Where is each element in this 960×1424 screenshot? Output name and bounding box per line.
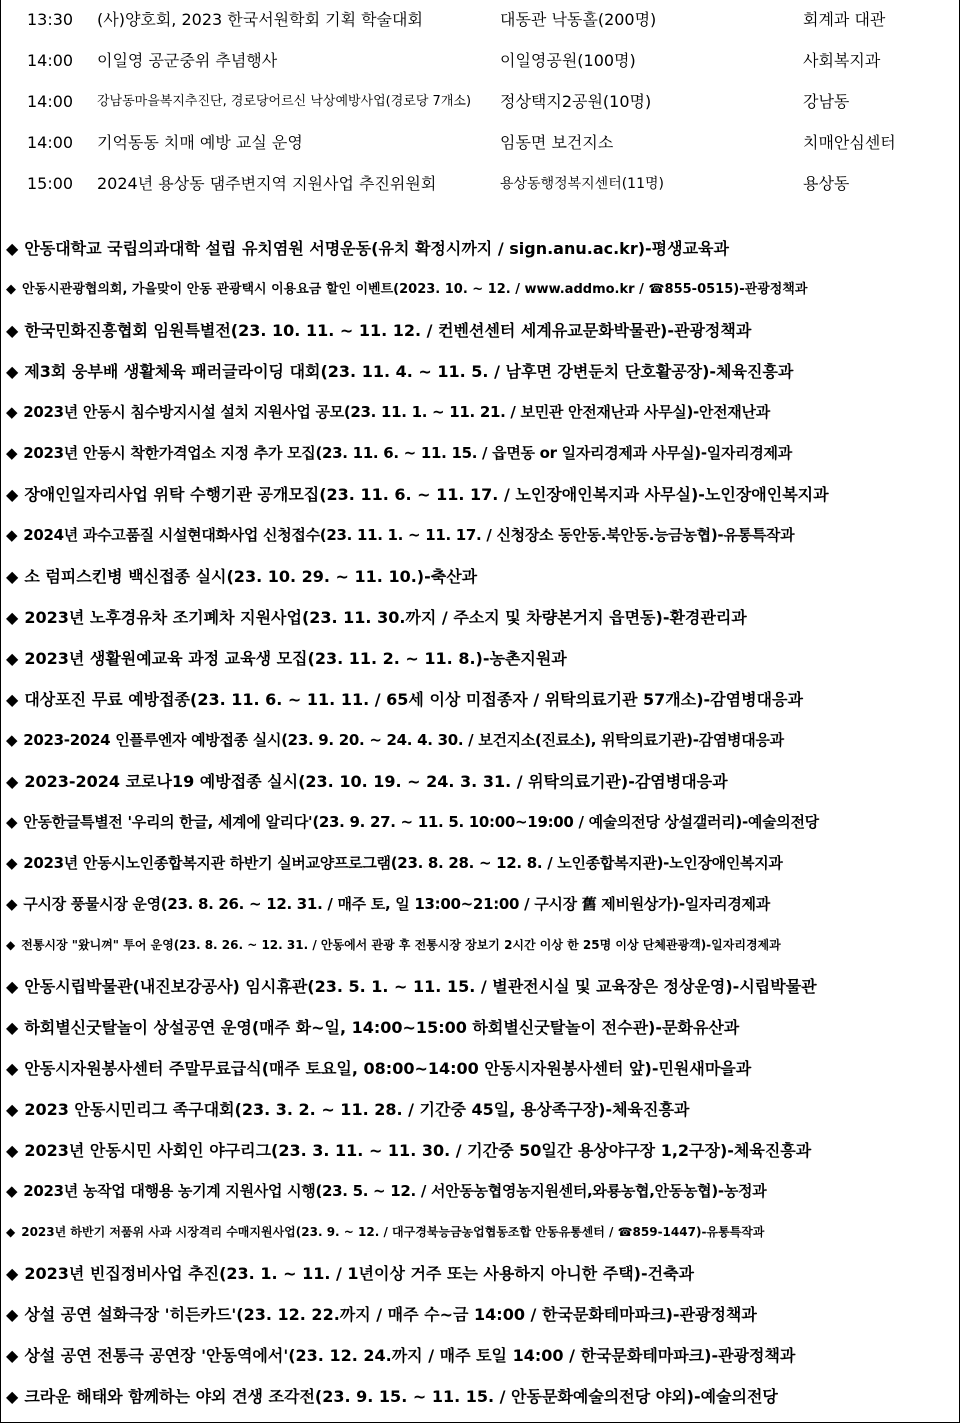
diamond-bullet-icon: ◆ (6, 526, 18, 544)
notice-text: 장애인일자리사업 위탁 수행기관 공개모집(23. 11. 6. ~ 11. 17. / 노인장애인복지과 사무실)-노인장애인복지과 (24, 485, 829, 504)
notice-text: 2023년 노후경유차 조기폐차 지원사업(23. 11. 30.까지 / 주소지 및 차량본거지 읍면동)-환경관리과 (24, 608, 747, 627)
notice-item (6, 474, 956, 515)
diamond-bullet-icon: ◆ (6, 362, 19, 381)
schedule-time: 14:00 (27, 133, 74, 152)
diamond-bullet-icon: ◆ (6, 854, 18, 872)
diamond-bullet-icon: ◆ (6, 938, 16, 952)
diamond-bullet-icon: ◆ (6, 813, 18, 831)
schedule-time: 14:00 (27, 51, 74, 70)
notice-text: 안동한글특별전 '우리의 한글, 세계에 알리다'(23. 9. 27. ~ 11. 5. 10:00~19:00 / 예술의전당 상설갤러리)-예술의전당 (23, 813, 819, 831)
notice-item (6, 638, 956, 679)
schedule-event: 기억동동 치매 예방 교실 운영 (97, 133, 303, 152)
notice-item (6, 884, 956, 925)
notice-text: 2023년 생활원예교육 과정 교육생 모집(23. 11. 2. ~ 11. 8.)-농촌지원과 (24, 649, 567, 668)
diamond-bullet-icon: ◆ (6, 1305, 19, 1324)
notice-text: 크라운 해태와 함께하는 야외 견생 조각전(23. 9. 15. ~ 11. 15. / 안동문화예술의전당 야외)-예술의전당 (24, 1387, 778, 1406)
schedule-row (0, 123, 960, 163)
schedule-row (0, 164, 960, 204)
schedule-dept: 회계과 대관 (803, 10, 886, 29)
notice-text: 2023-2024 인플루엔자 예방접종 실시(23. 9. 20. ~ 24. 4. 30. / 보건지소(진료소), 위탁의료기관)-감염병대응과 (23, 731, 784, 749)
diamond-bullet-icon: ◆ (6, 895, 18, 913)
diamond-bullet-icon: ◆ (6, 321, 19, 340)
notice-item (6, 966, 956, 1007)
notice-item (6, 392, 956, 433)
notice-text: 2023년 농작업 대행용 농기계 지원사업 시행(23. 5. ~ 12. / 서안동농협영농지원센터,와룡농협,안동농협)-농정과 (23, 1182, 767, 1200)
notice-item (6, 269, 956, 310)
diamond-bullet-icon: ◆ (6, 282, 16, 297)
diamond-bullet-icon: ◆ (6, 567, 19, 586)
schedule-row (0, 82, 960, 122)
diamond-bullet-icon: ◆ (6, 1264, 19, 1283)
notice-item (6, 310, 956, 351)
schedule-row (0, 41, 960, 81)
notice-text: 전통시장 "왔니껴" 투어 운영(23. 8. 26. ~ 12. 31. / 안동에서 관광 후 전통시장 장보기 2시간 이상 한 25명 이상 단체관광객)-일자리경제과 (21, 938, 781, 952)
notice-item (6, 556, 956, 597)
notice-item (6, 433, 956, 474)
notice-text: 2023년 하반기 저품위 사과 시장격리 수매지원사업(23. 9. ~ 12. / 대구경북능금농업협동조합 안동유통센터 / ☎859-1447)-유통특작과 (21, 1225, 765, 1239)
diamond-bullet-icon: ◆ (6, 444, 18, 462)
notice-item (6, 1089, 956, 1130)
diamond-bullet-icon: ◆ (6, 690, 19, 709)
notice-text: 안동시립박물관(내진보강공사) 임시휴관(23. 5. 1. ~ 11. 15. / 별관전시실 및 교육장은 정상운영)-시립박물관 (24, 977, 817, 996)
notice-text: 제3회 웅부배 생활체육 패러글라이딩 대회(23. 11. 4. ~ 11. 5. / 남후면 강변둔치 단호활공장)-체육진흥과 (24, 362, 794, 381)
schedule-event: 이일영 공군중위 추념행사 (97, 51, 278, 70)
notice-item (6, 1171, 956, 1212)
schedule-event: (사)양호회, 2023 한국서원학회 기획 학술대회 (97, 10, 423, 29)
schedule-time: 14:00 (27, 92, 74, 111)
schedule-place: 임동면 보건지소 (500, 133, 614, 152)
notice-item (6, 228, 956, 269)
schedule-dept: 용상동 (803, 174, 850, 193)
notice-text: 대상포진 무료 예방접종(23. 11. 6. ~ 11. 11. / 65세 이상 미접종자 / 위탁의료기관 57개소)-감염병대응과 (24, 690, 803, 709)
diamond-bullet-icon: ◆ (6, 1059, 19, 1078)
schedule-dept: 사회복지과 (803, 51, 881, 70)
notice-text: 2024년 과수고품질 시설현대화사업 신청접수(23. 11. 1. ~ 11. 17. / 신청장소 동안동.북안동.능금농협)-유통특작과 (23, 526, 795, 544)
diamond-bullet-icon: ◆ (6, 649, 19, 668)
diamond-bullet-icon: ◆ (6, 1387, 19, 1406)
diamond-bullet-icon: ◆ (6, 608, 19, 627)
diamond-bullet-icon: ◆ (6, 772, 19, 791)
notice-item (6, 1048, 956, 1089)
notice-text: 2023-2024 코로나19 예방접종 실시(23. 10. 19. ~ 24. 3. 31. / 위탁의료기관)-감염병대응과 (24, 772, 728, 791)
diamond-bullet-icon: ◆ (6, 1182, 18, 1200)
notice-item (6, 1212, 956, 1253)
notice-text: 2023년 안동시노인종합복지관 하반기 실버교양프로그램(23. 8. 28. ~ 12. 8. / 노인종합복지관)-노인장애인복지과 (23, 854, 783, 872)
notice-text: 상설 공연 설화극장 '히든카드'(23. 12. 22.까지 / 매주 수~금 14:00 / 한국문화테마파크)-관광정책과 (24, 1305, 757, 1324)
notice-item (6, 1376, 956, 1417)
diamond-bullet-icon: ◆ (6, 1100, 19, 1119)
notice-item (6, 925, 956, 966)
notice-text: 한국민화진흥협회 임원특별전(23. 10. 11. ~ 11. 12. / 컨벤션센터 세계유교문화박물관)-관광정책과 (24, 321, 752, 340)
notice-item (6, 1294, 956, 1335)
notice-text: 안동대학교 국립의과대학 설립 유치염원 서명운동(유치 확정시까지 / sign.anu.ac.kr)-평생교육과 (24, 239, 729, 258)
notice-item (6, 597, 956, 638)
notice-item (6, 679, 956, 720)
schedule-place: 정상택지2공원(10명) (500, 92, 652, 111)
notice-text: 2023년 빈집정비사업 추진(23. 1. ~ 11. / 1년이상 거주 또는 사용하지 아니한 주택)-건축과 (24, 1264, 695, 1283)
notice-text: 2023년 안동시 침수방지시설 설치 지원사업 공모(23. 11. 1. ~ 11. 21. / 보민관 안전재난과 사무실)-안전재난과 (23, 403, 770, 421)
notice-item (6, 1335, 956, 1376)
schedule-place: 대동관 낙동홀(200명) (500, 10, 657, 29)
notice-item (6, 720, 956, 761)
diamond-bullet-icon: ◆ (6, 1225, 16, 1239)
notice-text: 2023년 안동시민 사회인 야구리그(23. 3. 11. ~ 11. 30. / 기간중 50일간 용상야구장 1,2구장)-체육진흥과 (24, 1141, 812, 1160)
notice-text: 2023 안동시민리그 족구대회(23. 3. 2. ~ 11. 28. / 기간중 45일, 용상족구장)-체육진흥과 (24, 1100, 690, 1119)
schedule-row (0, 0, 960, 40)
notice-text: 2023년 안동시 착한가격업소 지정 추가 모집(23. 11. 6. ~ 11. 15. / 읍면동 or 일자리경제과 사무실)-일자리경제과 (23, 444, 792, 462)
schedule-place: 용상동행정복지센터(11명) (500, 176, 664, 192)
notice-text: 하회별신굿탈놀이 상설공연 운영(매주 화~일, 14:00~15:00 하회별신굿탈놀이 전수관)-문화유산과 (24, 1018, 740, 1037)
schedule-place: 이일영공원(100명) (500, 51, 636, 70)
schedule-dept: 치매안심센터 (803, 133, 896, 152)
notice-item (6, 1130, 956, 1171)
diamond-bullet-icon: ◆ (6, 1346, 19, 1365)
diamond-bullet-icon: ◆ (6, 1018, 19, 1037)
notice-item (6, 802, 956, 843)
notice-text: 상설 공연 전통극 공연장 '안동역에서'(23. 12. 24.까지 / 매주 토일 14:00 / 한국문화테마파크)-관광정책과 (24, 1346, 796, 1365)
diamond-bullet-icon: ◆ (6, 485, 19, 504)
diamond-bullet-icon: ◆ (6, 403, 18, 421)
notice-text: 구시장 풍물시장 운영(23. 8. 26. ~ 12. 31. / 매주 토, 일 13:00~21:00 / 구시장 舊 제비원상가)-일자리경제과 (23, 895, 770, 913)
schedule-time: 13:30 (27, 10, 74, 29)
notice-item (6, 1253, 956, 1294)
notice-text: 안동시관광협의회, 가을맞이 안동 관광택시 이용요금 할인 이벤트(2023. 10. ~ 12. / www.addmo.kr / ☎855-0515)-관광정책과 (22, 282, 808, 297)
schedule-time: 15:00 (27, 174, 74, 193)
diamond-bullet-icon: ◆ (6, 977, 19, 996)
notice-text: 소 럼피스킨병 백신접종 실시(23. 10. 29. ~ 11. 10.)-축산과 (24, 567, 478, 586)
diamond-bullet-icon: ◆ (6, 239, 19, 258)
schedule-event: 강남동마을복지추진단, 경로당어르신 낙상예방사업(경로당 7개소) (97, 94, 472, 109)
schedule-dept: 강남동 (803, 92, 850, 111)
notice-item (6, 761, 956, 802)
notice-item (6, 515, 956, 556)
notice-item (6, 1007, 956, 1048)
schedule-event: 2024년 용상동 댐주변지역 지원사업 추진위원회 (97, 174, 437, 193)
notice-text: 안동시자원봉사센터 주말무료급식(매주 토요일, 08:00~14:00 안동시자원봉사센터 앞)-민원새마을과 (24, 1059, 752, 1078)
notice-item (6, 843, 956, 884)
diamond-bullet-icon: ◆ (6, 731, 18, 749)
diamond-bullet-icon: ◆ (6, 1141, 19, 1160)
notice-item (6, 351, 956, 392)
